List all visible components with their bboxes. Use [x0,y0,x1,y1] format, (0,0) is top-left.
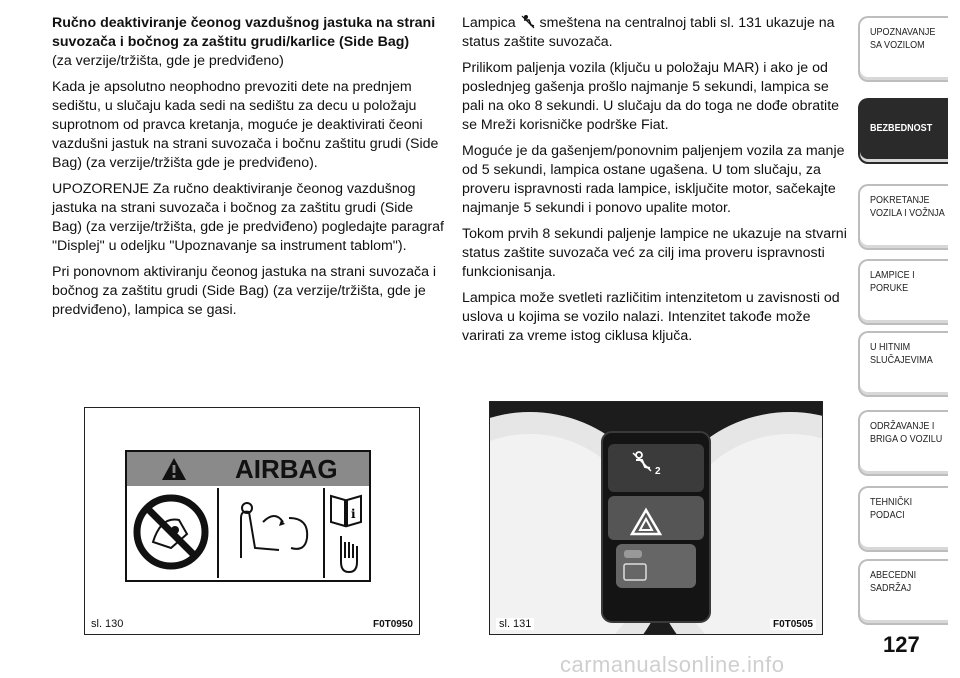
paragraph-text: Lampica [462,15,516,31]
figure-130 [84,407,420,635]
chapter-tab[interactable] [858,98,948,164]
paragraph: Kada je apsolutno neophodno prevoziti dete na prednjem sedištu, u slučaju kada sedi na sedištu za decu u položaju suprotnom od pravca kretanja, moguće je deaktivirati čeoni vazdušni jastuk na strani suvozača i bočnu zaštitu grudi (Side Bag) (za verzije/tržišta gde je predviđeno). [52,79,439,171]
heading-text: Ručno deaktiviranje čeonog vazdušnog jastuka na strani suvozača i bočnog za zaštitu grudi/karlice (Side Bag) [52,15,436,50]
paragraph [462,14,848,52]
dashboard-panel-illustration [490,402,822,634]
read-manual-icon [327,492,365,581]
warning-triangle-icon [161,457,187,486]
prohibited-child-seat-icon [131,490,211,579]
chapter-tab-label: ABECEDNI SADRŽAJ [870,569,917,594]
paragraph: Lampica može svetleti različitim intenzitetom u zavisnosti od uslova u kojima se vozilo nalazi. Intenzitet takođe može varirati za vreme istog ciklusa ključa. [462,290,840,344]
figure-code: F0T0505 [770,619,816,630]
chapter-tab-label: UPOZNAVANJE SA VOZILOM [870,26,936,51]
chapter-tab[interactable] [858,410,948,476]
indicator-number: 2 [655,466,661,477]
svg-text:i: i [351,507,356,521]
figure-caption: sl. 130 [91,618,124,630]
heading-subtext: (za verzije/tržišta, gde je predviđeno) [52,53,284,69]
chapter-tab-label: TEHNIČKI PODACI [870,496,913,521]
chapter-tab-label: LAMPICE I PORUKE [870,269,915,294]
chapter-tab[interactable] [858,331,948,397]
paragraph: Tokom prvih 8 sekundi paljenje lampice ne ukazuje na stvarni status zaštite suvozača već za cilj ima proveru ispravnosti funkcionisanja. [462,226,847,280]
left-column [52,14,444,327]
airbag-warning-label [125,450,371,582]
chapter-tab[interactable] [858,559,948,625]
figure-caption: sl. 131 [496,618,534,630]
chapter-tab-label: BEZBEDNOST [870,122,933,134]
chapter-tab[interactable] [858,486,948,552]
airbag-label-band [127,452,369,486]
page-number: 127 [883,632,920,657]
chapter-tab[interactable] [858,184,948,250]
paragraph: Moguće je da gašenjem/ponovnim paljenjem vozila za manje od 5 sekundi, lampica ostane ugašena. U tom slučaju, za proveru ispravnosti rada lampice, isključite motor, sačekajte najmanje 5 sekundi i ponovo upalite motor. [462,143,845,216]
airbag-label-text: AIRBAG [235,454,338,484]
warning-paragraph: UPOZORENJE Za ručno deaktiviranje čeonog vazdušnog jastuka na strani suvozača i bočnog za zaštitu grudi (Side Bag) (za verzije/tržišta, gde je predviđeno) pogledajte paragraf "Displej" u odeljku "Upoznavanje sa instrument tablom"). [52,181,444,254]
paragraph: Prilikom paljenja vozila (ključu u položaju MAR) i ako je od poslednjeg gašenja prošlo najmanje 5 sekundi, lampica se pali na oko 8 sekundi. U slučaju da do toga ne dođe obratite se Mreži korisničke podrške Fiat. [462,60,840,133]
passenger-airbag-off-icon [520,14,536,29]
chapter-tab-label: ODRŽAVANJE I BRIGA O VOZILU [870,420,943,445]
paragraph: Pri ponovnom aktiviranju čeonog jastuka na strani suvozača i bočnog za zaštitu grudi (Side Bag) (za verzije/tržišta, gde je predviđeno), lampica se gasi. [52,264,437,318]
passenger-airbag-off-indicator-icon [630,450,654,479]
section-heading [52,14,444,71]
watermark: carmanualsonline.info [560,652,785,677]
figure-code: F0T0950 [372,619,413,630]
chapter-tab[interactable] [858,16,948,82]
chapter-tab-label: U HITNIM SLUČAJEVIMA [870,341,933,366]
chapter-tab[interactable] [858,259,948,325]
figure-131 [489,401,823,635]
seat-airbag-deploy-icon [217,488,325,578]
paragraph-text: smeštena na centralnoj tabli sl. 131 ukazuje na status zaštite suvozača. [462,15,835,50]
right-column [462,14,848,353]
chapter-tab-label: POKRETANJE VOZILA I VOŽNJA [870,194,945,219]
